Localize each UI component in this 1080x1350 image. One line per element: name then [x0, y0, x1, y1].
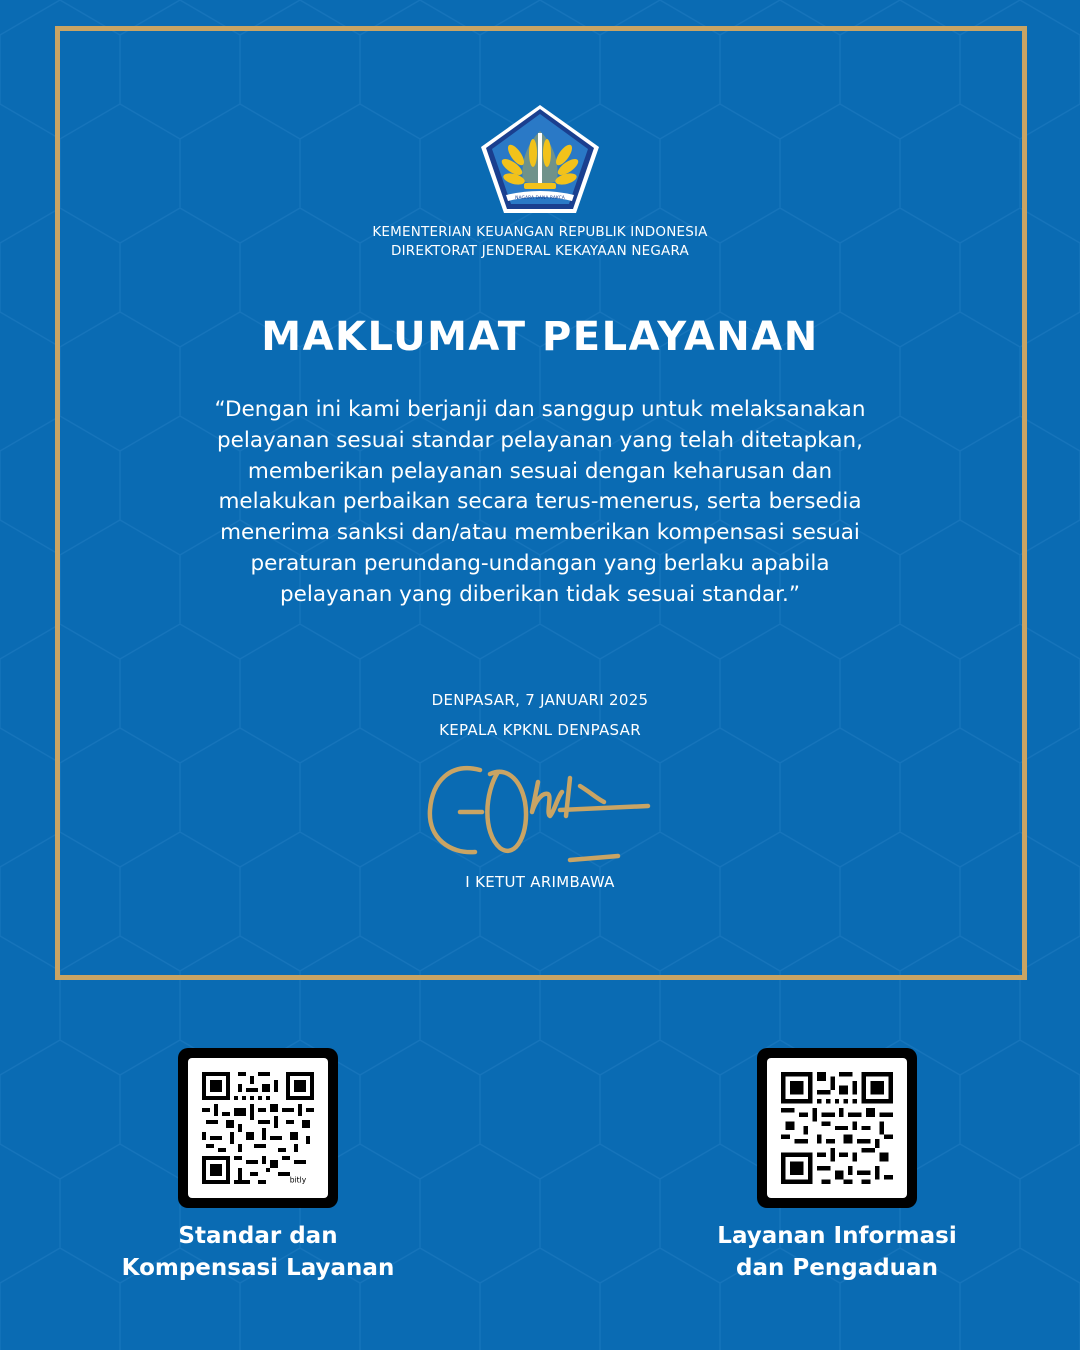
qr-code-pengaduan[interactable]	[757, 1048, 917, 1208]
bitly-badge: bitly	[289, 1175, 307, 1184]
signer-name: I KETUT ARIMBAWA	[465, 873, 615, 891]
qr-code-standar[interactable]	[178, 1048, 338, 1208]
pledge-line: pelayanan yang diberikan tidak sesuai standar.”	[279, 581, 801, 607]
logo-motto-text: NAGARA DANA RAKCA	[515, 196, 565, 201]
org-line-1: KEMENTERIAN KEUANGAN REPUBLIK INDONESIA	[372, 224, 708, 240]
pledge-line: peraturan perundang-undangan yang berlaku apabila	[250, 550, 830, 576]
qr-label-pengaduan	[667, 1220, 1007, 1284]
qr-code-icon	[202, 1072, 314, 1184]
kemenkeu-logo	[478, 103, 602, 215]
pledge-text	[170, 395, 910, 611]
handwritten-signature	[420, 752, 660, 870]
pledge-line: “Dengan ini kami berjanji dan sanggup untuk melaksanakan	[214, 397, 866, 422]
signer-position: KEPALA KPKNL DENPASAR	[439, 721, 641, 739]
place-date: DENPASAR, 7 JANUARI 2025	[431, 691, 649, 709]
pledge-line: melakukan perbaikan secara terus-menerus, serta bersedia	[218, 489, 862, 515]
qr-label-standar	[88, 1220, 428, 1284]
pledge-line: menerima sanksi dan/atau memberikan kompensasi sesuai	[220, 520, 860, 546]
qr-code-icon	[781, 1072, 893, 1184]
qr-label-line: Layanan Informasi	[717, 1223, 957, 1249]
qr-label-line: Standar dan	[178, 1223, 338, 1249]
page-title: MAKLUMAT PELAYANAN	[261, 314, 819, 360]
qr-label-line: dan Pengaduan	[736, 1255, 938, 1281]
pledge-line: memberikan pelayanan sesuai dengan keharusan dan	[247, 458, 833, 484]
pledge-line: pelayanan sesuai standar pelayanan yang telah ditetapkan,	[216, 427, 864, 453]
org-line-2: DIREKTORAT JENDERAL KEKAYAAN NEGARA	[391, 243, 689, 259]
qr-label-line: Kompensasi Layanan	[121, 1255, 395, 1281]
